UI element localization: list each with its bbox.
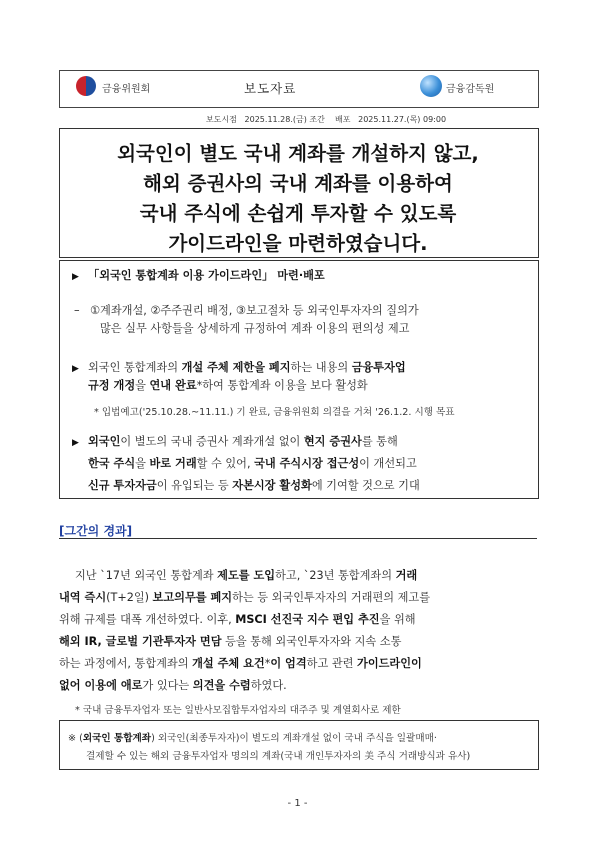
right-org-name: 금융감독원 xyxy=(446,84,495,95)
bullet-triangle-icon: ▶ xyxy=(72,272,79,282)
fss-logo-icon xyxy=(420,75,442,97)
body-line-5: 하는 과정에서, 통합계좌의 개설 주체 요건*이 엄격하고 관련 가이드라인이 xyxy=(59,657,422,670)
definition-box xyxy=(59,720,539,770)
doc-type-label: 보도자료 xyxy=(244,81,297,96)
definition-line-2: 결제할 수 있는 해외 금융투자업자 명의의 계좌(국내 개인투자자의 美 주식 거래방식과 유사) xyxy=(86,751,471,762)
body-line-4: 해외 IR, 글로벌 기관투자자 면담 등을 통해 외국인투자자와 지속 소통 xyxy=(59,635,402,648)
summary-bullet-2-line-2: 규정 개정을 연내 완료*하여 통합계좌 이용을 보다 활성화 xyxy=(88,379,368,392)
summary-bullet-3-line-2: 한국 주식을 바로 거래할 수 있어, 국내 주식시장 접근성이 개선되고 xyxy=(88,457,417,470)
bullet-triangle-icon: ▶ xyxy=(72,364,79,374)
summary-bullet-1-sub-1: ①계좌개설, ②주주권리 배정, ③보고절차 등 외국인투자자의 질의가 xyxy=(90,304,419,317)
body-line-1: 지난 `17년 외국인 통합계좌 제도를 도입하고, `23년 통합계좌의 거래 xyxy=(75,569,418,582)
body-line-2: 내역 즉시(T+2일) 보고의무를 폐지하는 등 외국인투자자의 거래편의 제고를 xyxy=(59,591,431,604)
page-number: - 1 - xyxy=(287,798,308,809)
summary-bullet-3-line-3: 신규 투자자금이 유입되는 등 자본시장 활성화에 기여할 것으로 기대 xyxy=(88,479,420,492)
summary-bullet-1: 「외국인 통합계좌 이용 가이드라인」 마련·배포 xyxy=(88,269,325,282)
title-line-4: 가이드라인을 마련하였습니다. xyxy=(168,232,428,255)
definition-line-1: ※ (외국인 통합계좌) 외국인(최종투자자)이 별도의 계좌개설 없이 국내 주식을 일괄매매· xyxy=(68,733,437,744)
summary-bullet-2-line-1: 외국인 통합계좌의 개설 주체 제한을 폐지하는 내용의 금융투자업 xyxy=(88,361,406,374)
fsc-logo-icon xyxy=(76,76,96,96)
dash-icon: – xyxy=(74,304,80,317)
body-line-3: 위해 규제를 대폭 개선하였다. 이후, MSCI 선진국 지수 편입 추진을 위해 xyxy=(59,613,416,626)
body-line-6: 없어 이용에 애로가 있다는 의견을 수렴하였다. xyxy=(59,679,287,692)
body-footnote: * 국내 금융투자업자 또는 일반사모집합투자업자의 대주주 및 계열회사로 제한 xyxy=(75,705,401,716)
left-org-name: 금융위원회 xyxy=(102,84,151,95)
section-heading: [그간의 경과] xyxy=(59,524,133,538)
title-line-1: 외국인이 별도 국내 계좌를 개설하지 않고, xyxy=(117,142,479,165)
summary-bullet-2-note: * 입법예고('25.10.28.~11.11.) 기 완료, 금융위원회 의결을 거쳐 '26.1.2. 시행 목표 xyxy=(94,407,455,418)
summary-bullet-3-line-1: 외국인이 별도의 국내 증권사 계좌개설 없이 현지 증권사를 통해 xyxy=(88,435,398,448)
summary-bullet-1-sub-2: 많은 실무 사항들을 상세하게 규정하여 계좌 이용의 편의성 제고 xyxy=(100,322,410,335)
section-divider xyxy=(59,538,537,539)
title-line-2: 해외 증권사의 국내 계좌를 이용하여 xyxy=(143,172,453,195)
title-line-3: 국내 주식에 손쉽게 투자할 수 있도록 xyxy=(139,202,457,225)
release-info: 보도시점 2025.11.28.(금) 조간 배포 2025.11.27.(목) 09:00 xyxy=(206,115,447,124)
bullet-triangle-icon: ▶ xyxy=(72,438,79,448)
